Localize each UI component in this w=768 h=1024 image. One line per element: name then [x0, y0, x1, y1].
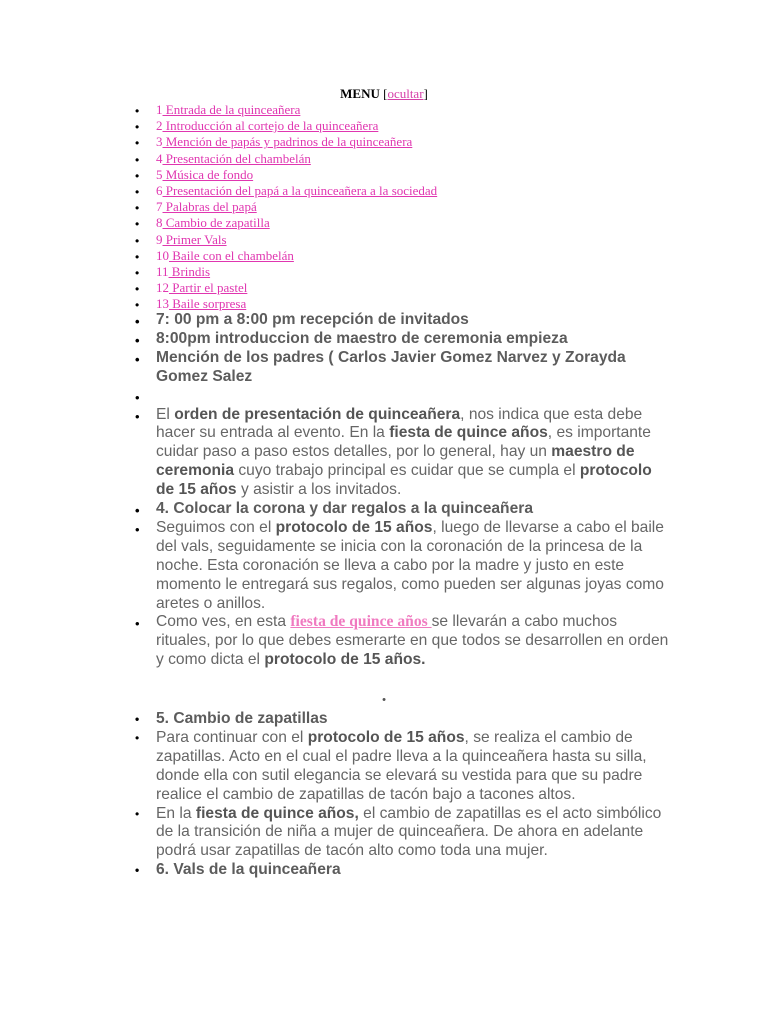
menu-header: MENU [ocultar]: [340, 86, 428, 101]
heading-waltz: • 6. Vals de la quinceañera: [156, 861, 671, 880]
toc-item-number: 1: [156, 102, 163, 117]
paragraph-order: • El orden de presentación de quinceañera, nos indica que esta debe hacer su entrada al evento. En la fiesta de quince años, es importante cuidar paso a paso estos detalles, por lo general, hay un maestro de ceremonia cuyo trabajo principal es cuidar que se cumpla el protocolo de 15 años y asistir a los invitados.: [156, 406, 671, 501]
heading-shoes: • 5. Cambio de zapatillas: [156, 710, 671, 729]
toc-item-link[interactable]: Presentación del papá a la quinceañera a la sociedad: [162, 183, 438, 199]
toc-item-number: 5: [156, 166, 163, 182]
toc-item: [156, 264, 696, 280]
toc-item-number: 7: [156, 199, 163, 215]
toc-item-number: 13: [156, 296, 169, 312]
toc-item-link[interactable]: Primer Vals: [162, 231, 227, 247]
menu-title: MENU: [340, 86, 380, 101]
empty-list-item: [156, 387, 671, 406]
toc-item: [156, 215, 696, 231]
toc-item-link[interactable]: Entrada de la quinceañera: [162, 102, 301, 117]
paragraph-crown: • Seguimos con el protocolo de 15 años, luego de llevarse a cabo el baile del vals, seguidamente se inicia con la coronación de la princesa de la noche. Esta coronación se lleva a cabo por la madre y justo en este momento le entregará sus regalos, como pueden ser algunas joyas como aretes o anillos.: [156, 519, 671, 614]
paragraph-transition: • En la fiesta de quince años, el cambio de zapatillas es el acto simbólico de la transición de niña a mujer de quinceañera. De ahora en adelante podrá usar zapatillas de tacón alto como toda una mujer.: [156, 805, 671, 862]
heading-crown: • 4. Colocar la corona y dar regalos a la quinceañera: [156, 500, 671, 519]
table-of-contents: [156, 102, 696, 313]
toc-item-number: 6: [156, 183, 163, 199]
toc-item-number: 12: [156, 280, 169, 296]
schedule-reception: • 7: 00 pm a 8:00 pm recepción de invitados: [156, 311, 671, 330]
toc-item: [156, 134, 696, 150]
toc-item-link[interactable]: Baile con el chambelán: [169, 247, 294, 263]
body-list-continued: [156, 710, 671, 880]
toc-item-link[interactable]: Baile sorpresa: [169, 296, 247, 312]
toc-item-link[interactable]: Presentación del chambelán: [162, 150, 311, 166]
parents-mention: • Mención de los padres ( Carlos Javier Gomez Narvez y Zorayda Gomez Salez: [156, 349, 671, 387]
fiesta-link[interactable]: fiesta de quince años: [290, 613, 432, 631]
toc-item-link[interactable]: Partir el pastel: [169, 280, 248, 296]
body-list: [156, 311, 671, 670]
toc-item-link[interactable]: Brindis: [168, 264, 211, 280]
toc-item-link[interactable]: Música de fondo: [162, 166, 254, 182]
toc-item-number: 9: [156, 231, 163, 247]
toc-item-number: 3: [156, 134, 163, 150]
toc-item: [156, 280, 696, 296]
toc-item: [156, 183, 696, 199]
toc-item: [156, 232, 696, 248]
toc-item: [156, 199, 696, 215]
toc-item: [156, 118, 696, 134]
toc-item-link[interactable]: Mención de papás y padrinos de la quinceañera: [162, 134, 413, 150]
toc-item-link[interactable]: Introducción al cortejo de la quinceañera: [162, 118, 379, 134]
toc-item: [156, 102, 696, 118]
toc-item: [156, 167, 696, 183]
toc-item-link[interactable]: Palabras del papá: [162, 199, 257, 215]
paragraph-shoes: • Para continuar con el protocolo de 15 años, se realiza el cambio de zapatillas. Acto en el cual el padre lleva a la quinceañera hasta su silla, donde ella con sutil elegancia se elevará su vestida para que su padre realice el cambio de zapatillas de tacón bajo a tacones altos.: [156, 729, 671, 805]
toc-item-number: 2: [156, 118, 163, 134]
centered-bullet: •: [382, 694, 386, 706]
toc-item: [156, 248, 696, 264]
hide-menu-link[interactable]: ocultar: [387, 86, 424, 101]
toc-item: [156, 151, 696, 167]
toc-item-number: 10: [156, 247, 169, 263]
toc-item-number: 4: [156, 150, 163, 166]
toc-item-number: 8: [156, 215, 163, 231]
paragraph-rituals: • Como ves, en esta fiesta de quince años se llevarán a cabo muchos rituales, por lo que debes esmerarte en que todos se desarrollen en orden y como dicta el protocolo de 15 años.: [156, 613, 671, 670]
toc-item-link[interactable]: Cambio de zapatilla: [162, 215, 270, 231]
toc-item-number: 11: [156, 264, 169, 280]
schedule-host-intro: • 8:00pm introduccion de maestro de ceremonia empieza: [156, 330, 671, 349]
